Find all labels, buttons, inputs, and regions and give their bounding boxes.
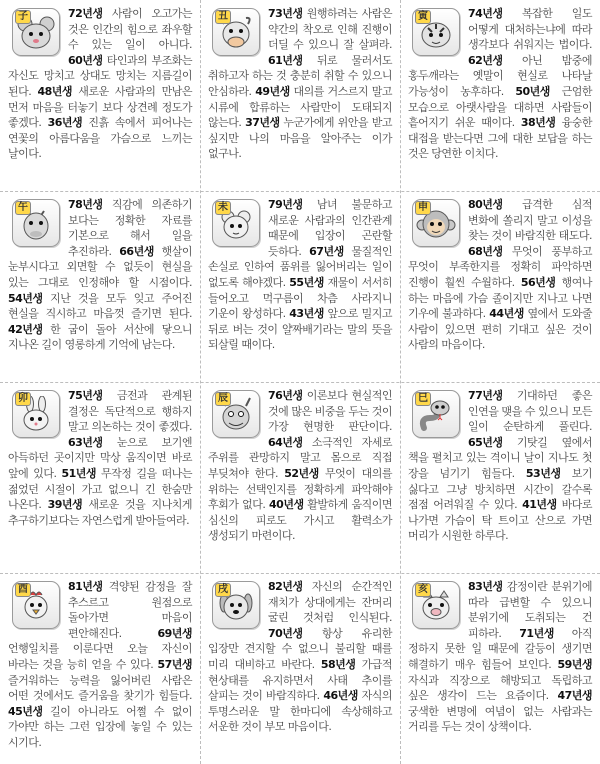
birth-year: 76년생	[268, 389, 303, 402]
birth-year: 50년생	[515, 84, 550, 98]
fortune-text: 아직 정하지 못한 일 때문에 갈등이 생기면 해결하기 매우 힘들어 보인다.	[408, 626, 592, 671]
birth-year: 82년생	[268, 580, 303, 593]
birth-year: 70년생	[268, 626, 303, 640]
fortune-text: 궁색한 변명에 여념이 없는 사람과는 거리를 두는 것이 상책이다.	[408, 704, 592, 734]
fortune-text: 자식과 직장으로 해방되고 독립하고 싶은 생각이 드는 요즘이다.	[408, 673, 592, 703]
fortune-text: 진흙 속에서 피어나는 연꽃의 아름다움을 가슴으로 느끼는 날이다.	[8, 116, 192, 161]
fortune-text: 감정이란 분위기에 따라 급변할 수 있으니 분위기에 도취되는 건 피하라.	[468, 580, 592, 640]
fortune-text: 물질적인 손실로 인하여 품위를 잃어버리는 일이 없도록 해야겠다.	[208, 244, 392, 289]
fortune-text: 활발하게 움직이면 심신의 피로도 가시고 활력소가 생성되기 마련이다.	[208, 498, 392, 543]
fortune-text: 행여나 하는 마음에 가슴 졸이지만 지나고 나면 기우에 불과하다.	[408, 275, 592, 321]
birth-year: 54년생	[8, 291, 43, 305]
birth-year: 69년생	[157, 626, 192, 640]
birth-year: 41년생	[522, 498, 557, 512]
tiger-icon	[412, 8, 460, 56]
dragon-icon	[212, 390, 260, 438]
fortune-cell-rabbit	[0, 382, 200, 573]
fortune-text: 바다로 나가면 가슴이 탁 트이고 산으로 가면 머리가 시원한 하루다.	[408, 498, 593, 543]
birth-year: 39년생	[47, 498, 83, 512]
horse-icon	[12, 199, 60, 247]
birth-year: 66년생	[119, 244, 154, 258]
fortune-cell-pig	[400, 573, 600, 764]
fortune-text: 자식의 투명스러운 말 한마디에 속상해하고 서운한 것이 부모 마음이다.	[208, 689, 392, 734]
fortune-text: 자신의 순간적인 재치가 상대에게는 잔머리 굴린 것처럼 인식된다.	[268, 580, 392, 625]
birth-year: 65년생	[468, 435, 503, 449]
zodiac-char: 申	[415, 201, 431, 215]
fortune-text: 격양된 감정을 잘 추스르고 원점으로 돌아가면 마음이 편안해진다.	[68, 580, 192, 640]
fortune-text: 무엇이 풍부하고 무엇이 부족한지를 정확히 파악하면 진행이 훨씬 수월하다.	[408, 244, 592, 289]
fortune-text: 직감에 의존하기 보다는 정확한 자료를 기본으로 해서 일을 추진하라.	[68, 198, 192, 258]
fortune-cell-snake	[400, 382, 600, 573]
zodiac-char: 寅	[415, 10, 431, 24]
fortune-text: 남녀 불문하고 새로운 사람과의 인간관계 때문에 입장이 곤란할 듯하다.	[268, 198, 392, 258]
rooster-icon	[12, 581, 60, 629]
fortune-text: 무엇이 대의를 위하는 선택인지를 정확하게 파악해야 후회가 없다.	[208, 466, 392, 512]
fortune-cell-sheep	[200, 191, 400, 382]
fortune-text: 금전과 관계된 결정은 독단적으로 행하지 말고 의논하는 것이 좋겠다.	[68, 389, 192, 434]
fortune-text: 무작정 길을 떠나는 젊었던 시절이 가고 없으니 긴 한숨만 나온다.	[8, 466, 192, 512]
fortune-text: 항상 유리한 입장만 견지할 수 없으니 불리할 때를 미리 대비하고 바란다.	[208, 626, 392, 671]
fortune-text: 근엄한 모습으로 아랫사람을 대하면 사람들이 흩어지기 쉬운 때이다.	[408, 84, 592, 130]
zodiac-char: 戌	[215, 583, 231, 597]
fortune-text: 누군가에게 위안을 받고 싶지만 나의 마음을 알아주는 이가 없구나.	[208, 116, 392, 161]
fortune-cell-rooster	[0, 573, 200, 764]
rabbit-icon	[12, 390, 60, 438]
fortune-text: 새로운 것을 지나치게 추구하기보다는 자연스럽게 받아들여라.	[8, 498, 192, 527]
fortune-text: 보기 싫다고 그냥 방치하면 시간이 갈수록 점점 어려워질 수 있다.	[408, 466, 592, 512]
birth-year: 63년생	[68, 435, 103, 449]
fortune-text: 옆에서 도와줄 사람이 있으면 편히 기대고 싶은 것이 사람의 마음이다.	[408, 307, 592, 352]
birth-year: 37년생	[245, 116, 280, 130]
birth-year: 79년생	[268, 198, 303, 211]
birth-year: 56년생	[520, 275, 556, 289]
fortune-text: 길이 아니라도 어쩔 수 없이 가야만 하는 그런 입장에 놓일 수 있는 시기다.	[8, 704, 192, 749]
birth-year: 52년생	[284, 466, 319, 480]
fortune-cell-ox	[200, 0, 400, 191]
dog-icon	[212, 581, 260, 629]
zodiac-char: 亥	[415, 583, 431, 597]
fortune-text: 앞으로 밀지고 뒤로 버는 것이 얄짜배기라는 말의 뜻을 되살릴 때이다.	[208, 307, 392, 352]
fortune-text: 햇살이 눈부시다고 외면할 수 없듯이 현실을 있는 그대로 인정해야 할 시점이다.	[8, 244, 192, 289]
birth-year: 48년생	[37, 84, 73, 98]
birth-year: 49년생	[255, 84, 290, 98]
fortune-text: 가급적 현상태를 유지하면서 사태 추이를 살피는 것이 바람직하다.	[208, 657, 392, 703]
birth-year: 72년생	[68, 7, 103, 20]
birth-year: 60년생	[68, 53, 103, 67]
fortune-text: 융숭한 대접을 받는다면 그에 대한 보답을 하는 것은 당연한 이치다.	[408, 116, 592, 161]
fortune-text: 소극적인 자세로 주위를 관망하지 말고 몸으로 직접 부딪쳐야 한다.	[208, 435, 392, 480]
birth-year: 44년생	[489, 307, 524, 321]
birth-year: 59년생	[557, 657, 592, 671]
birth-year: 62년생	[468, 53, 503, 67]
birth-year: 43년생	[289, 307, 324, 321]
birth-year: 57년생	[157, 657, 192, 671]
zodiac-char: 卯	[15, 392, 31, 406]
fortune-cell-horse	[0, 191, 200, 382]
birth-year: 73년생	[268, 7, 303, 20]
birth-year: 38년생	[520, 116, 556, 130]
birth-year: 51년생	[61, 466, 97, 480]
fortune-text: 눈으로 보기엔 아득하던 곳이지만 막상 움직이면 바로 앞에 있다.	[8, 435, 192, 480]
ox-icon	[212, 8, 260, 56]
birth-year: 36년생	[47, 116, 83, 130]
zodiac-char: 丑	[215, 10, 231, 24]
birth-year: 58년생	[320, 657, 356, 671]
rat-icon	[12, 8, 60, 56]
fortune-text: 복잡한 일도 어떻게 대처하는냐에 따라 생각보다 쉬워지는 법이다.	[468, 7, 592, 52]
fortune-text: 한 굽이 돌아 서산에 닿으니 지나온 길이 영롱하게 기억에 남는다.	[8, 322, 192, 352]
fortune-text: 지난 것을 모두 잊고 주어진 현실을 직시하고 마음껏 즐기면 된다.	[8, 291, 192, 321]
birth-year: 74년생	[468, 7, 503, 20]
zodiac-char: 辰	[215, 392, 231, 406]
birth-year: 83년생	[468, 580, 503, 593]
pig-icon	[412, 581, 460, 629]
fortune-text: 아닌 밤중에 홍두깨라는 옛말이 현실로 나타날 가능성이 농후하다.	[408, 53, 592, 98]
birth-year: 67년생	[309, 244, 344, 258]
fortune-text: 기대하던 좋은 인연을 맺을 수 있으니 모든 일이 순탄하게 풀린다.	[468, 389, 592, 434]
fortune-cell-tiger	[400, 0, 600, 191]
fortune-cell-dog	[200, 573, 400, 764]
zodiac-char: 酉	[15, 583, 31, 597]
birth-year: 53년생	[525, 466, 561, 480]
birth-year: 68년생	[468, 244, 503, 258]
fortune-text: 대의를 거스르지 말고 시류에 합류하는 사람만이 도태되지 않는다.	[208, 84, 392, 130]
monkey-icon	[412, 199, 460, 247]
zodiac-char: 未	[215, 201, 231, 215]
birth-year: 55년생	[289, 275, 324, 289]
fortune-text: 새로운 사람과의 만남은 먼저 마음을 터놓기 보다 상견례 정도가 좋겠다.	[8, 84, 192, 130]
zodiac-char: 子	[15, 10, 31, 24]
fortune-text: 뒤로 물러서도 취하고자 하는 것 충분히 취할 수 있으니 안심하라.	[208, 53, 392, 98]
birth-year: 78년생	[68, 198, 103, 211]
birth-year: 42년생	[8, 322, 43, 336]
birth-year: 77년생	[468, 389, 503, 402]
snake-icon	[412, 390, 460, 438]
fortune-cell-rat	[0, 0, 200, 191]
fortune-cell-monkey	[400, 191, 600, 382]
birth-year: 40년생	[269, 498, 304, 512]
sheep-icon	[212, 199, 260, 247]
birth-year: 64년생	[268, 435, 303, 449]
birth-year: 81년생	[68, 580, 103, 593]
fortune-cell-dragon	[200, 382, 400, 573]
zodiac-char: 巳	[415, 392, 431, 406]
fortune-text: 이론보다 현실적인 것에 많은 비중을 두는 것이 가장 현명한 판단이다.	[268, 389, 392, 434]
birth-year: 45년생	[8, 704, 43, 718]
birth-year: 75년생	[68, 389, 103, 402]
fortune-text: 사람이 오고가는 것은 인간의 힘으로 좌우할 수 있는 일이 아니다.	[68, 7, 192, 52]
birth-year: 47년생	[557, 689, 592, 703]
birth-year: 80년생	[468, 198, 503, 211]
zodiac-char: 午	[15, 201, 31, 215]
fortune-text: 재물이 서서히 들어오고 먹구름이 차츰 사라지니 기운이 왕성하다.	[208, 275, 392, 321]
birth-year: 61년생	[268, 53, 303, 67]
birth-year: 71년생	[519, 626, 554, 640]
fortune-text: 언행일치를 이룬다면 오늘 자신이 바라는 것을 능히 얻을 수 있다.	[8, 642, 192, 671]
fortune-text: 원행하려는 사람은 약간의 착오로 인해 진행이 더딜 수 있으니 잘 살펴라.	[268, 7, 392, 52]
birth-year: 46년생	[323, 689, 358, 703]
fortune-text: 급격한 심적 변화에 쏠리지 말고 이성을 찾는 것이 바람직한 태도다.	[468, 198, 592, 243]
fortune-text: 기탓길 옆에서 책을 펼치고 있는 격이니 날이 지나도 첫 장을 넘기기 힘들다.	[408, 435, 592, 480]
fortune-text: 타인과의 부조화는 자신도 망치고 상대도 망치는 지름길이 된다.	[8, 53, 192, 98]
fortune-text: 즐거워하는 능력을 잃어버린 사람은 어떤 것에서도 즐거움을 찾기가 힘들다.	[8, 673, 192, 703]
